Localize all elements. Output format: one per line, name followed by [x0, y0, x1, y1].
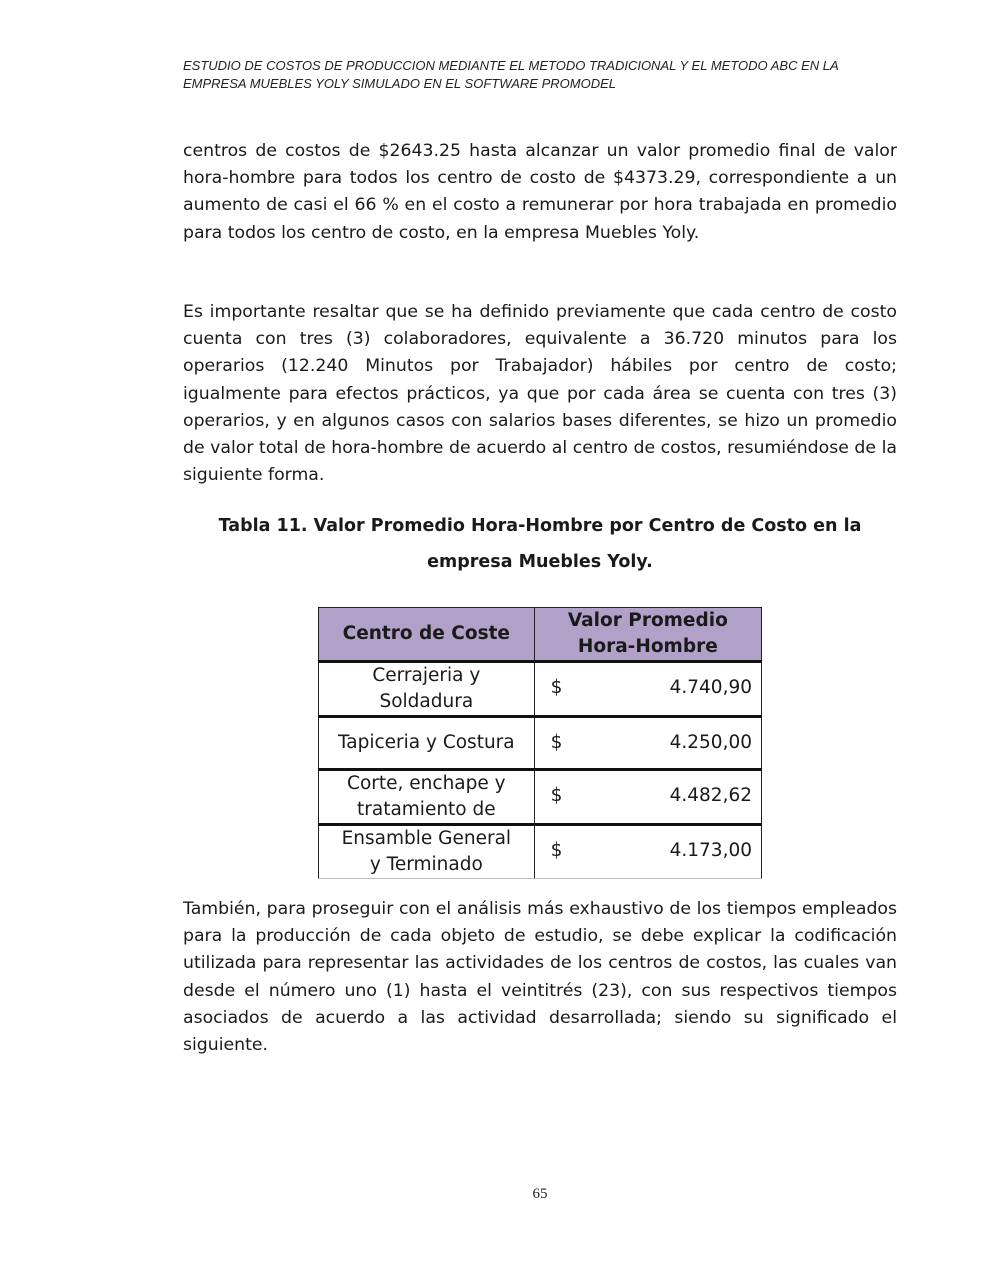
value-cell — [534, 770, 761, 825]
header-cost-center: Centro de Coste — [319, 608, 535, 662]
header-hourly-value-line-1: Valor Promedio — [567, 610, 728, 631]
value-cell — [534, 825, 761, 879]
paragraph-2: Es importante resaltar que se ha definido previamente que cada centro de costo cuenta con tres (3) colaboradores, equivalente a 36.720 minutos para los operarios (12.240 Minutos por Trabajador) hábiles por centro de costo; igualmente para efectos prácticos, ya que por cada área se cuenta con tres (3) operarios, y en algunos casos con salarios bases diferentes, se hizo un promedio de valor total de hora-hombre de acuerdo al centro de costos, resumiéndose de la siguiente forma. — [183, 302, 897, 486]
amount: 4.173,00 — [669, 840, 752, 861]
value-cell — [534, 717, 761, 770]
paragraph-1: centros de costos de $2643.25 hasta alcanzar un valor promedio final de valor hora-hombre para todos los centro de costo de $4373.29, correspondiente a un aumento de casi el 66 % en el costo a remunerar por hora trabajada en promedio para todos los centro de costo, en la empresa Muebles Yoly. — [183, 141, 897, 243]
running-header-line-2: EMPRESA MUEBLES YOLY SIMULADO EN EL SOFTWARE PROMODEL — [183, 76, 616, 91]
header-hourly-value — [534, 608, 761, 662]
amount: 4.740,90 — [669, 677, 752, 698]
cost-center-cell: Cerrajeria y Soldadura — [319, 662, 535, 717]
value-cell — [534, 662, 761, 717]
header-hourly-value-line-2: Hora-Hombre — [577, 636, 718, 657]
page-number: 65 — [532, 1186, 548, 1202]
cost-center-cell: Corte, enchape y tratamiento de — [319, 770, 535, 825]
table-header-row — [319, 608, 762, 662]
table-row — [319, 770, 762, 825]
amount: 4.250,00 — [669, 732, 752, 753]
currency-symbol: $ — [550, 785, 563, 806]
table-row — [319, 825, 762, 879]
currency-symbol: $ — [550, 732, 563, 753]
currency-symbol: $ — [550, 677, 563, 698]
running-header-line-1: ESTUDIO DE COSTOS DE PRODUCCION MEDIANTE EL METODO TRADICIONAL Y EL METODO ABC EN LA — [183, 58, 839, 73]
cost-center-cell: Tapiceria y Costura — [319, 717, 535, 770]
cost-center-table — [318, 607, 762, 879]
table-caption: Tabla 11. Valor Promedio Hora-Hombre por Centro de Costo en la empresa Muebles Yoly. — [218, 516, 862, 572]
currency-symbol: $ — [550, 840, 563, 861]
amount: 4.482,62 — [669, 785, 752, 806]
cost-center-cell: Ensamble General y Terminado — [319, 825, 535, 879]
table-row — [319, 717, 762, 770]
table-row — [319, 662, 762, 717]
running-header — [183, 57, 883, 93]
paragraph-3: También, para proseguir con el análisis más exhaustivo de los tiempos empleados para la producción de cada objeto de estudio, se debe explicar la codificación utilizada para representar las actividades de los centros de costos, las cuales van desde el número uno (1) hasta el veintitrés (23), con sus respectivos tiempos asociados de acuerdo a las actividad desarrollada; siendo su significado el siguiente. — [183, 899, 897, 1056]
